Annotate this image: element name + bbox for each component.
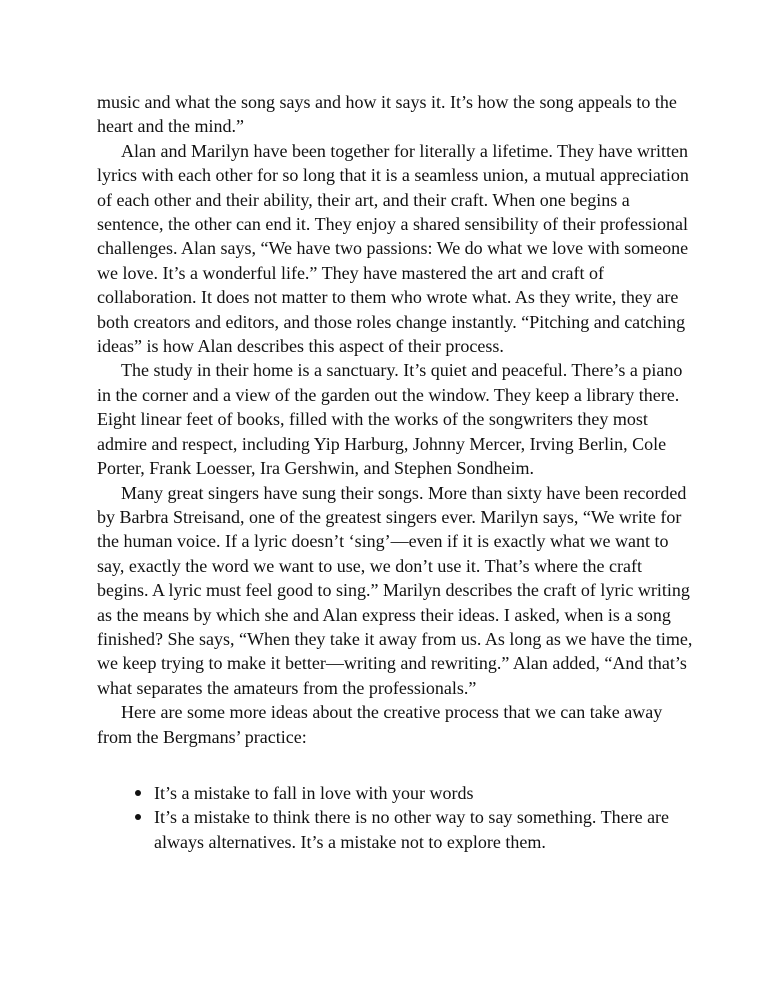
- bullet-icon: [135, 814, 141, 820]
- list-item-text: It’s a mistake to fall in love with your words: [154, 782, 474, 803]
- list-item: [154, 781, 697, 805]
- paragraph-continuation: music and what the song says and how it says it. It’s how the song appeals to the heart and the mind.”: [97, 92, 677, 137]
- list-item: [154, 805, 697, 854]
- paragraph-singers: Many great singers have sung their songs. More than sixty have been recorded by Barbra Streisand, one of the greatest singers ever. Marilyn says, “We write for the human voice. If a lyric doesn’t ‘sing’—even if it is exactly what we want to say, exactly the word we want to use, we don’t use it. That’s where the craft begins. A lyric must feel good to sing.” Marilyn describes the craft of lyric writing as the means by which she and Alan express their ideas. I asked, when is a song finished? She says, “When they take it away from us. As long as we have the time, we keep trying to make it better—writing and rewriting.” Alan added, “And that’s what separates the amateurs from the professionals.”: [97, 482, 693, 698]
- paragraph-collaboration: Alan and Marilyn have been together for literally a lifetime. They have written lyrics with each other for so long that it is a seamless union, a mutual appreciation of each other and their ability, their art, and their craft. When one begins a sentence, the other can end it. They enjoy a shared sensibility of their professional challenges. Alan says, “We have two passions: We do what we love with someone we love. It’s a wonderful life.” They have mastered the art and craft of collaboration. It does not matter to them who wrote what. As they write, they are both creators and editors, and those roles change instantly. “Pitching and catching ideas” is how Alan describes this aspect of their process.: [97, 140, 689, 357]
- document-page: [97, 90, 697, 854]
- list-item-text: It’s a mistake to think there is no other way to say something. There are always alternatives. It’s a mistake not to explore them.: [154, 807, 670, 852]
- idea-list: [97, 781, 697, 854]
- paragraph-study: The study in their home is a sanctuary. It’s quiet and peaceful. There’s a piano in the corner and a view of the garden out the window. They keep a library there. Eight linear feet of books, filled with the works of the songwriters they most admire and respect, including Yip Harburg, Johnny Mercer, Irving Berlin, Cole Porter, Frank Loesser, Ira Gershwin, and Stephen Sondheim.: [97, 360, 683, 479]
- paragraph-intro-list: Here are some more ideas about the creative process that we can take away from the Bergmans’ practice:: [97, 702, 663, 747]
- bullet-icon: [135, 790, 141, 796]
